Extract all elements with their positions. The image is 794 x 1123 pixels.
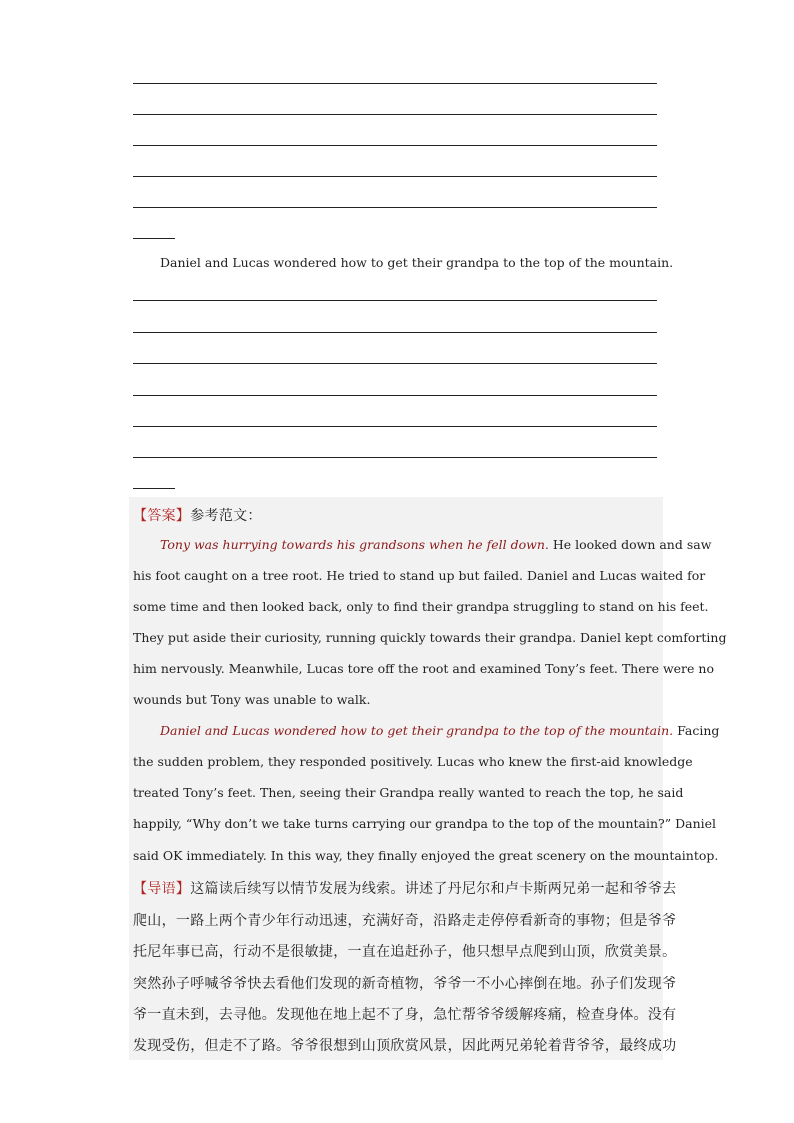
- writing-line: [133, 395, 657, 396]
- writing-line-short: [133, 488, 175, 489]
- answer-p1-line4: They put aside their curiosity, running quickly towards their grandpa. Daniel kept comforting: [133, 630, 727, 645]
- bracket-close: 】: [175, 881, 191, 897]
- writing-line: [133, 457, 657, 458]
- guide-word: 导语: [147, 881, 176, 897]
- answer-p1-line1: [160, 537, 711, 552]
- writing-line: [133, 363, 657, 364]
- paragraph-prompt: Daniel and Lucas wondered how to get their grandpa to the top of the mountain.: [160, 255, 674, 270]
- guide-line1: [133, 878, 676, 898]
- answer-p2-rest: Facing: [673, 723, 720, 738]
- answer-p1-rest: He looked down and saw: [548, 537, 712, 552]
- writing-line: [133, 176, 657, 177]
- answer-p2-line3: treated Tony’s feet. Then, seeing their Grandpa really wanted to reach the top, he said: [133, 785, 684, 800]
- answer-p1-line6: wounds but Tony was unable to walk.: [133, 692, 371, 707]
- answer-p2-line1: [160, 723, 719, 738]
- answer-p2-line2: the sudden problem, they responded positively. Lucas who knew the first-aid knowledge: [133, 754, 693, 769]
- answer-p2-line4: happily, “Why don’t we take turns carrying our grandpa to the top of the mountain?” Daniel: [133, 816, 717, 831]
- writing-line: [133, 207, 657, 208]
- guide-line3: 托尼年事已高，行动不是很敏捷，一直在追赶孙子，他只想早点爬到山顶，欣赏美景。: [133, 944, 677, 960]
- guide-line4: 突然孙子呼喊爷爷快去看他们发现的新奇植物，爷爷一不小心摔倒在地。孙子们发现爷: [133, 976, 677, 992]
- answer-word: 答案: [147, 508, 176, 524]
- answer-p2-lead: Daniel and Lucas wondered how to get their grandpa to the top of the mountain.: [160, 723, 674, 738]
- answer-suffix: 参考范文：: [190, 508, 262, 524]
- guide-line6: 发现受伤，但走不了路。爷爷很想到山顶欣赏风景，因此两兄弟轮着背爷爷，最终成功: [133, 1038, 677, 1054]
- writing-line-short: [133, 238, 175, 239]
- answer-p2-line5: said OK immediately. In this way, they finally enjoyed the great scenery on the mountaintop.: [133, 848, 719, 863]
- writing-line: [133, 114, 657, 115]
- writing-line: [133, 332, 657, 333]
- bracket-open: 【: [133, 881, 148, 897]
- guide-line1-text: 这篇读后续写以情节发展为线索。讲述了丹尼尔和卢卡斯两兄弟一起和爷爷去: [190, 881, 677, 897]
- answer-p1-line5: him nervously. Meanwhile, Lucas tore off the root and examined Tony’s feet. There were no: [133, 661, 714, 676]
- writing-line: [133, 300, 657, 301]
- answer-p1-line2: his foot caught on a tree root. He tried to stand up but failed. Daniel and Lucas waited for: [133, 568, 706, 583]
- bracket-open: 【: [133, 508, 148, 524]
- answer-p1-lead: Tony was hurrying towards his grandsons when he fell down.: [160, 537, 549, 552]
- answer-label: [133, 505, 262, 525]
- answer-p1-line3: some time and then looked back, only to find their grandpa struggling to stand on his feet.: [133, 599, 709, 614]
- bracket-close: 】: [175, 508, 191, 524]
- writing-line: [133, 426, 657, 427]
- guide-line2: 爬山，一路上两个青少年行动迅速，充满好奇，沿路走走停停看新奇的事物；但是爷爷: [133, 913, 677, 929]
- writing-line: [133, 145, 657, 146]
- guide-line5: 爷一直未到，去寻他。发现他在地上起不了身，急忙帮爷爷缓解疼痛，检查身体。没有: [133, 1007, 677, 1023]
- writing-line: [133, 83, 657, 84]
